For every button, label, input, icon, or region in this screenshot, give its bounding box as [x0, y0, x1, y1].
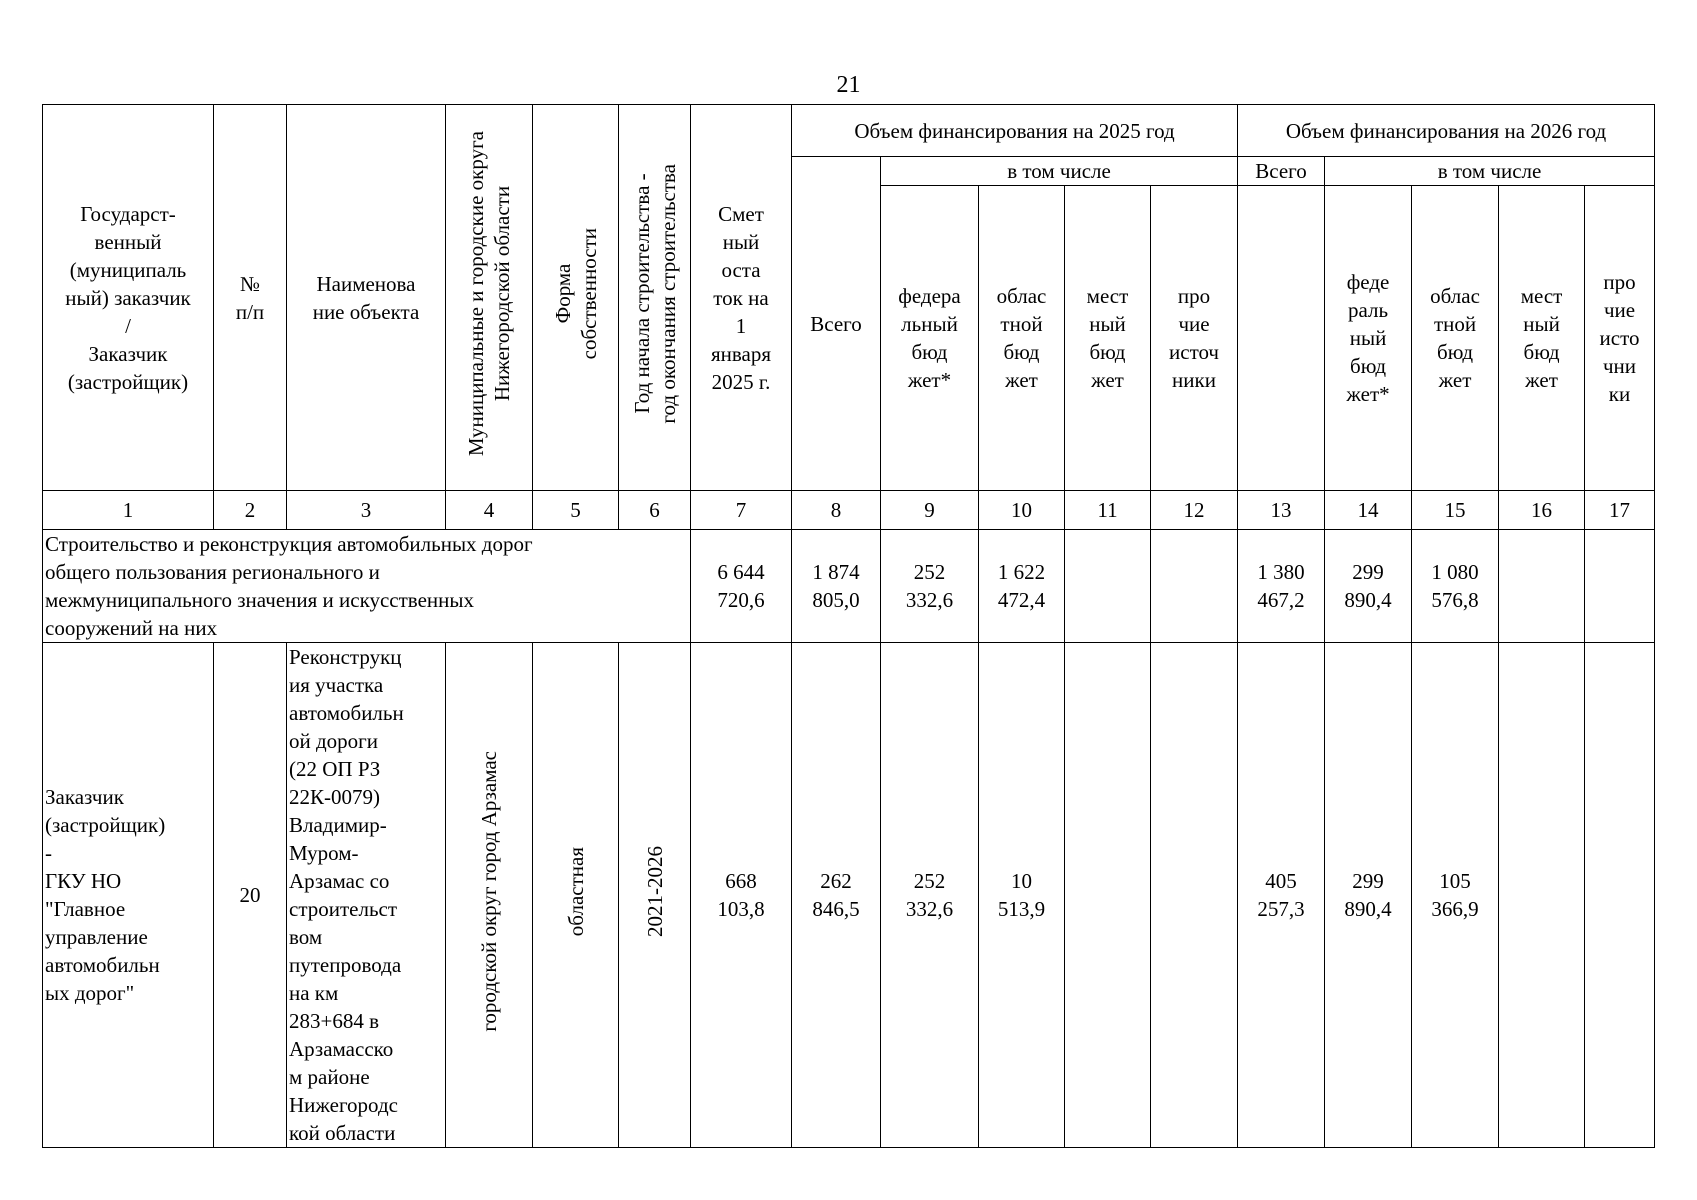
section-other-2026 — [1585, 530, 1655, 643]
row-balance: 668 103,8 — [691, 643, 792, 1148]
row-total-2026: 405 257,3 — [1238, 643, 1325, 1148]
row-years: 2021-2026 — [642, 846, 667, 937]
investment-table — [42, 104, 1655, 1148]
section-total-2026: 1 380 467,2 — [1238, 530, 1325, 643]
header-blank-2026 — [1238, 186, 1325, 491]
header-other-2025: про чие источ ники — [1151, 186, 1238, 491]
col-num: 8 — [792, 491, 881, 530]
col-num: 6 — [619, 491, 691, 530]
row-customer: Заказчик (застройщик) - ГКУ НО "Главное управление автомобильн ых дорог" — [43, 643, 214, 1148]
col-num: 1 — [43, 491, 214, 530]
header-object-name: Наименова ние объекта — [287, 105, 446, 491]
row-regional-2026: 105 366,9 — [1412, 643, 1499, 1148]
header-years-cell — [619, 105, 691, 491]
col-num: 11 — [1065, 491, 1151, 530]
section-title: Строительство и реконструкция автомобильных дорог общего пользования регионального и межмуниципального значения и искусственных сооружений на них — [43, 530, 691, 643]
row-federal-2025: 252 332,6 — [881, 643, 979, 1148]
header-other-2026: про чие исто чни ки — [1585, 186, 1655, 491]
header-customer: Государст- венный (муниципаль ный) заказчик / Заказчик (застройщик) — [43, 105, 214, 491]
row-municipality: городской округ город Арзамас — [477, 751, 501, 1032]
header-local-2025: мест ный бюд жет — [1065, 186, 1151, 491]
header-including-2026: в том числе — [1325, 157, 1655, 186]
header-number: № п/п — [214, 105, 287, 491]
header-ownership: Форма собственности — [550, 228, 601, 360]
header-regional-2025: облас тной бюд жет — [979, 186, 1065, 491]
col-num: 7 — [691, 491, 792, 530]
section-other-2025 — [1151, 530, 1238, 643]
section-federal-2026: 299 890,4 — [1325, 530, 1412, 643]
row-other-2026 — [1585, 643, 1655, 1148]
row-years-cell — [619, 643, 691, 1148]
col-num: 3 — [287, 491, 446, 530]
header-regional-2026: облас тной бюд жет — [1412, 186, 1499, 491]
header-balance: Смет ный оста ток на 1 января 2025 г. — [691, 105, 792, 491]
section-local-2026 — [1499, 530, 1585, 643]
header-local-2026: мест ный бюд жет — [1499, 186, 1585, 491]
page-number: 21 — [836, 72, 861, 98]
header-municipality: Муниципальные и городские округа Нижегородской области — [464, 131, 514, 457]
section-local-2025 — [1065, 530, 1151, 643]
row-regional-2025: 10 513,9 — [979, 643, 1065, 1148]
col-num: 14 — [1325, 491, 1412, 530]
header-years: Год начала строительства - год окончания строительства — [629, 164, 680, 424]
header-federal-2025: федера льный бюд жет* — [881, 186, 979, 491]
section-regional-2025: 1 622 472,4 — [979, 530, 1065, 643]
col-num: 12 — [1151, 491, 1238, 530]
row-local-2025 — [1065, 643, 1151, 1148]
row-ownership-cell — [533, 643, 619, 1148]
section-regional-2026: 1 080 576,8 — [1412, 530, 1499, 643]
header-ownership-cell — [533, 105, 619, 491]
row-object-name: Реконструкц ия участка автомобильн ой дороги (22 ОП РЗ 22К-0079) Владимир- Муром- Арзамас со строительст вом путепровода на км 283+684 в Арзамасско м районе Нижегородс кой области — [287, 643, 446, 1148]
row-number: 20 — [214, 643, 287, 1148]
section-total-2025: 1 874 805,0 — [792, 530, 881, 643]
row-other-2025 — [1151, 643, 1238, 1148]
column-numbers-row — [43, 491, 1655, 530]
row-total-2025: 262 846,5 — [792, 643, 881, 1148]
col-num: 13 — [1238, 491, 1325, 530]
section-federal-2025: 252 332,6 — [881, 530, 979, 643]
header-total-2026: Всего — [1238, 157, 1325, 186]
row-ownership: областная — [563, 846, 588, 937]
header-financing-2025: Объем финансирования на 2025 год — [792, 105, 1238, 157]
row-local-2026 — [1499, 643, 1585, 1148]
col-num: 5 — [533, 491, 619, 530]
header-total-2025: Всего — [792, 157, 881, 491]
col-num: 15 — [1412, 491, 1499, 530]
header-municipality-cell — [446, 105, 533, 491]
header-federal-2026: феде раль ный бюд жет* — [1325, 186, 1412, 491]
row-federal-2026: 299 890,4 — [1325, 643, 1412, 1148]
col-num: 16 — [1499, 491, 1585, 530]
header-financing-2026: Объем финансирования на 2026 год — [1238, 105, 1655, 157]
col-num: 17 — [1585, 491, 1655, 530]
col-num: 2 — [214, 491, 287, 530]
col-num: 10 — [979, 491, 1065, 530]
col-num: 4 — [446, 491, 533, 530]
section-row — [43, 530, 1655, 643]
section-balance: 6 644 720,6 — [691, 530, 792, 643]
row-municipality-cell — [446, 643, 533, 1148]
col-num: 9 — [881, 491, 979, 530]
table-row — [43, 643, 1655, 1148]
header-including-2025: в том числе — [881, 157, 1238, 186]
